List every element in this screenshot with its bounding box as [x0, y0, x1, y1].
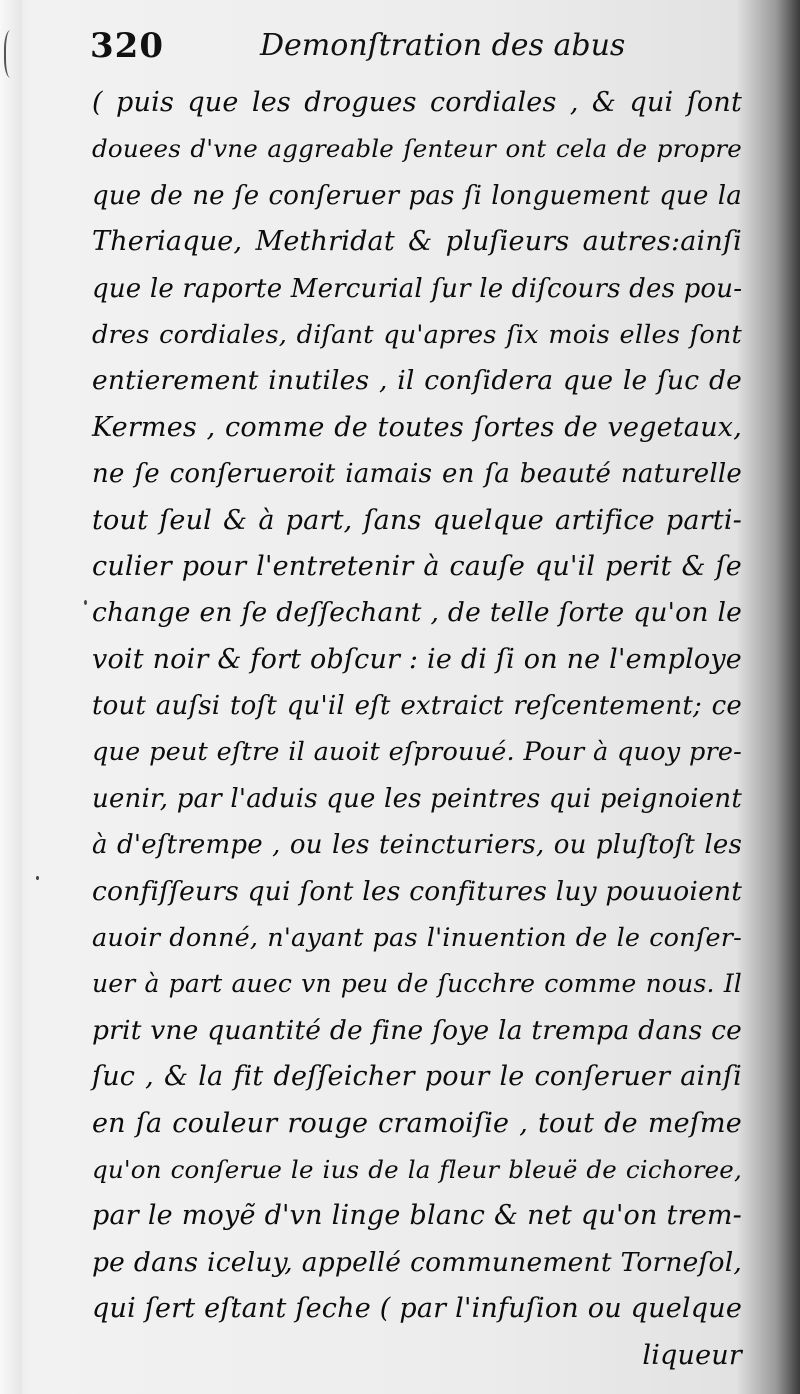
- text-line: change en ſe deſſechant , de telle ſorte qu'on le: [92, 597, 742, 629]
- text-line: à d'eſtrempe , ou les teincturiers, ou pluſtoſt les: [92, 830, 742, 861]
- text-line: par le moyẽ d'vn linge blanc & net qu'on trem-: [92, 1200, 742, 1232]
- text-line: voit noir & fort obſcur : ie di ſi on ne l'employe: [92, 643, 742, 675]
- running-title: Demonſtration des abus: [260, 28, 626, 63]
- text-line: ( puis que les drogues cordiales , & qui ſont: [92, 87, 742, 118]
- text-line: dres cordiales, diſant qu'apres ſix mois elles ſont: [92, 319, 742, 350]
- text-line: tout auſsi toſt qu'il eſt extraict reſcentement; ce: [92, 691, 742, 722]
- text-line: culier pour l'entretenir à cauſe qu'il perit & ſe: [92, 550, 742, 582]
- text-line: que de ne ſe conſeruer pas ſi longuement que la: [92, 180, 742, 211]
- body-text: [92, 80, 742, 1379]
- text-line: uer à part auec vn peu de ſucchre comme nous. Il: [92, 969, 742, 999]
- text-line: uenir, par l'aduis que les peintres qui peignoient: [92, 783, 742, 814]
- catchword: liqueur: [642, 1339, 742, 1371]
- text-line: confiſſeurs qui ſont les confitures luy pouuoient: [92, 875, 743, 907]
- text-line: ne ſe conſerueroit iamais en ſa beauté naturelle: [92, 459, 742, 490]
- text-line: prit vne quantité de fine ſoye la trempa dans ce: [92, 1014, 742, 1046]
- text-line: qui ſert eſtant ſeche ( par l'infuſion ou quelque: [92, 1293, 742, 1325]
- text-line: que peut eſtre il auoit eſprouué. Pour à quoy pre-: [92, 737, 742, 768]
- text-line: qu'on conſerue le ius de la fleur bleuë de cichoree,: [92, 1154, 742, 1184]
- text-line: que le raporte Mercurial ſur le diſcours des pou-: [92, 273, 743, 304]
- page-number: 320: [90, 26, 164, 66]
- running-head: [90, 24, 750, 78]
- text-line: en ſa couleur rouge cramoiſie , tout de meſme: [92, 1107, 742, 1139]
- ink-speck: [36, 876, 39, 880]
- margin-bracket-mark: [4, 30, 20, 78]
- text-line: auoir donné, n'ayant pas l'inuention de le conſer-: [92, 923, 742, 954]
- text-line: douees d'vne aggreable ſenteur ont cela de propre: [92, 134, 742, 164]
- text-line: tout ſeul & à part, ſans quelque artifice parti-: [92, 504, 742, 536]
- text-line: ſuc , & la fit deſſeicher pour le conſeruer ainſi: [92, 1061, 742, 1093]
- text-line: entierement inutiles , il conſidera que le ſuc de: [92, 365, 742, 397]
- text-line: pe dans iceluy, appellé communement Torneſol,: [92, 1246, 742, 1278]
- text-line: Kermes , comme de toutes ſortes de vegetaux,: [92, 411, 742, 443]
- page-gutter-edge: [0, 0, 22, 1394]
- ink-speck: [84, 600, 87, 605]
- text-line: Theriaque, Methridat & pluſieurs autres:ainſi: [92, 226, 742, 258]
